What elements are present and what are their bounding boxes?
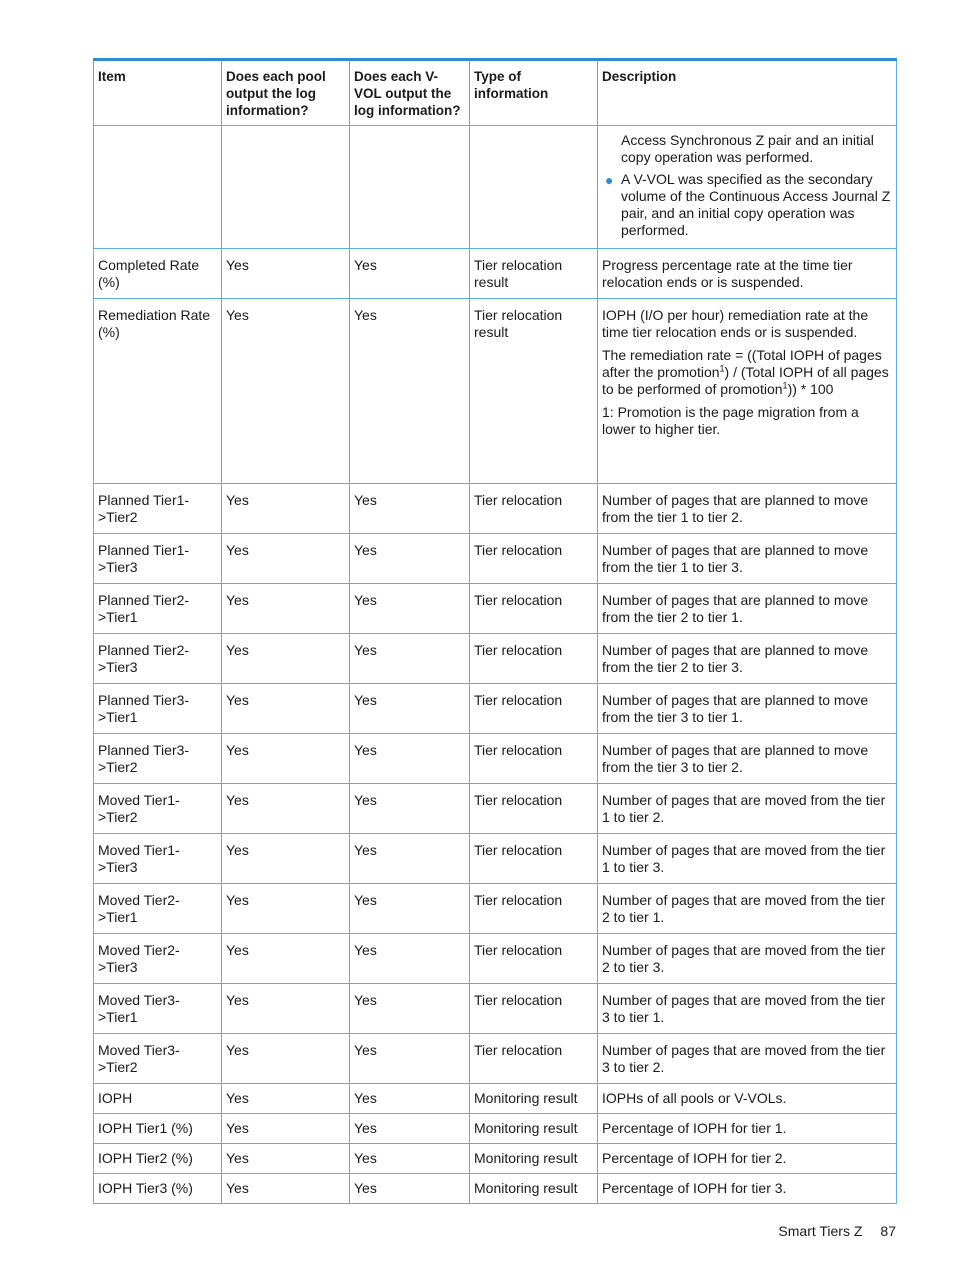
cell-pool: Yes — [222, 884, 350, 934]
cell-description: Number of pages that are planned to move from the tier 3 to tier 2. — [598, 734, 897, 784]
cell-item: IOPH — [94, 1084, 222, 1114]
page-footer — [778, 1223, 896, 1239]
cell-item: Planned Tier1->Tier2 — [94, 484, 222, 534]
cell-item: Planned Tier2->Tier3 — [94, 634, 222, 684]
cell-type: Monitoring result — [470, 1084, 598, 1114]
cell-item: Remediation Rate (%) — [94, 299, 222, 484]
cell-item: Moved Tier1->Tier2 — [94, 784, 222, 834]
cell-vvol: Yes — [350, 1084, 470, 1114]
cell-pool: Yes — [222, 249, 350, 299]
cell-type: Monitoring result — [470, 1144, 598, 1174]
cell-vvol: Yes — [350, 1144, 470, 1174]
table-row — [94, 734, 897, 784]
header-row — [94, 60, 897, 126]
page-number: 87 — [880, 1223, 896, 1239]
cell-pool: Yes — [222, 1144, 350, 1174]
cell-vvol: Yes — [350, 1034, 470, 1084]
cell-type: Tier relocation — [470, 534, 598, 584]
table-row-remediation-rate — [94, 299, 897, 484]
cell-vvol: Yes — [350, 1174, 470, 1204]
table-row — [94, 1144, 897, 1174]
cell-vvol: Yes — [350, 584, 470, 634]
remediation-footnote: 1: Promotion is the page migration from a lower to higher tier. — [602, 404, 859, 437]
cell-description: Percentage of IOPH for tier 2. — [598, 1144, 897, 1174]
bullet-item — [602, 132, 892, 166]
table-row-continuation — [94, 126, 897, 249]
cell-description: Number of pages that are planned to move from the tier 2 to tier 3. — [598, 634, 897, 684]
cell-item: Moved Tier1->Tier3 — [94, 834, 222, 884]
table-row — [94, 584, 897, 634]
cell-type: Tier relocation — [470, 1034, 598, 1084]
cell-description: Number of pages that are planned to move from the tier 1 to tier 3. — [598, 534, 897, 584]
cell-item: Moved Tier2->Tier1 — [94, 884, 222, 934]
cell-pool: Yes — [222, 834, 350, 884]
cell-vvol: Yes — [350, 834, 470, 884]
cell-item: IOPH Tier1 (%) — [94, 1114, 222, 1144]
cell-description: Number of pages that are moved from the tier 2 to tier 3. — [598, 934, 897, 984]
cell-item: Planned Tier3->Tier2 — [94, 734, 222, 784]
cell-type: Tier relocation result — [470, 299, 598, 484]
cell-type: Tier relocation — [470, 484, 598, 534]
footer-section-title: Smart Tiers Z — [778, 1223, 863, 1239]
bullet-item — [602, 171, 892, 239]
footnote-ref: 1 — [719, 363, 725, 374]
cell-vvol: Yes — [350, 534, 470, 584]
table-row — [94, 534, 897, 584]
cell-vvol: Yes — [350, 249, 470, 299]
cell-item: Moved Tier3->Tier2 — [94, 1034, 222, 1084]
cell-type: Tier relocation — [470, 784, 598, 834]
continuation-bullet-list — [602, 132, 892, 239]
cell-type: Tier relocation result — [470, 249, 598, 299]
table-row — [94, 784, 897, 834]
cell-vvol — [350, 126, 470, 249]
cell-pool: Yes — [222, 584, 350, 634]
cell-description: Number of pages that are moved from the tier 1 to tier 3. — [598, 834, 897, 884]
cell-pool: Yes — [222, 1084, 350, 1114]
cell-vvol: Yes — [350, 684, 470, 734]
cell-description — [598, 126, 897, 249]
cell-description: Number of pages that are planned to move from the tier 3 to tier 1. — [598, 684, 897, 734]
cell-description: Number of pages that are moved from the tier 1 to tier 2. — [598, 784, 897, 834]
table-row — [94, 1114, 897, 1144]
cell-type: Monitoring result — [470, 1174, 598, 1204]
table-row-completed-rate — [94, 249, 897, 299]
cell-pool: Yes — [222, 734, 350, 784]
cell-type: Tier relocation — [470, 734, 598, 784]
table-row — [94, 484, 897, 534]
cell-description: Percentage of IOPH for tier 3. — [598, 1174, 897, 1204]
cell-description: Number of pages that are moved from the tier 2 to tier 1. — [598, 884, 897, 934]
cell-pool: Yes — [222, 934, 350, 984]
bullet-icon: ● — [605, 172, 614, 188]
cell-pool: Yes — [222, 1114, 350, 1144]
cell-item: Planned Tier3->Tier1 — [94, 684, 222, 734]
cell-vvol: Yes — [350, 934, 470, 984]
bullet-text: Access Synchronous Z pair and an initial copy operation was performed. — [621, 132, 874, 165]
cell-item: Completed Rate (%) — [94, 249, 222, 299]
cell-pool: Yes — [222, 299, 350, 484]
cell-pool: Yes — [222, 634, 350, 684]
cell-item: Planned Tier1->Tier3 — [94, 534, 222, 584]
cell-pool: Yes — [222, 784, 350, 834]
table-row — [94, 634, 897, 684]
cell-type: Tier relocation — [470, 634, 598, 684]
cell-item: IOPH Tier2 (%) — [94, 1144, 222, 1174]
cell-pool — [222, 126, 350, 249]
table-row — [94, 884, 897, 934]
cell-item: IOPH Tier3 (%) — [94, 1174, 222, 1204]
remediation-formula — [602, 347, 892, 398]
formula-part: ) / (Total IOPH of all pages to be performed of promotion — [602, 364, 889, 397]
header-vvol-output: Does each V-VOL output the log information? — [350, 60, 470, 126]
cell-description: Number of pages that are planned to move from the tier 1 to tier 2. — [598, 484, 897, 534]
cell-type: Tier relocation — [470, 584, 598, 634]
cell-vvol: Yes — [350, 784, 470, 834]
cell-type: Tier relocation — [470, 934, 598, 984]
cell-type: Tier relocation — [470, 834, 598, 884]
footnote-ref: 1 — [782, 380, 788, 391]
header-item: Item — [94, 60, 222, 126]
cell-vvol: Yes — [350, 1114, 470, 1144]
cell-item: Moved Tier3->Tier1 — [94, 984, 222, 1034]
table-header — [94, 60, 897, 126]
table-row — [94, 1034, 897, 1084]
cell-description: Progress percentage rate at the time tier relocation ends or is suspended. — [598, 249, 897, 299]
table-row — [94, 984, 897, 1034]
cell-vvol: Yes — [350, 884, 470, 934]
cell-type — [470, 126, 598, 249]
cell-type: Monitoring result — [470, 1114, 598, 1144]
cell-description: IOPHs of all pools or V-VOLs. — [598, 1084, 897, 1114]
cell-pool: Yes — [222, 984, 350, 1034]
cell-description: Number of pages that are moved from the tier 3 to tier 2. — [598, 1034, 897, 1084]
cell-pool: Yes — [222, 1174, 350, 1204]
cell-description: Percentage of IOPH for tier 1. — [598, 1114, 897, 1144]
log-information-table — [93, 58, 897, 1204]
remediation-definition: IOPH (I/O per hour) remediation rate at the time tier relocation ends or is suspended. — [602, 307, 869, 340]
table-row — [94, 1174, 897, 1204]
cell-description: Number of pages that are planned to move from the tier 2 to tier 1. — [598, 584, 897, 634]
table-row — [94, 934, 897, 984]
cell-item: Moved Tier2->Tier3 — [94, 934, 222, 984]
cell-vvol: Yes — [350, 634, 470, 684]
cell-description — [598, 299, 897, 484]
cell-pool: Yes — [222, 684, 350, 734]
header-type-of-information: Type of information — [470, 60, 598, 126]
formula-part: The remediation rate = ((Total IOPH of pages after the promotion — [602, 347, 882, 380]
cell-vvol: Yes — [350, 984, 470, 1034]
header-pool-output: Does each pool output the log information? — [222, 60, 350, 126]
cell-item — [94, 126, 222, 249]
table-row — [94, 1084, 897, 1114]
table-body — [94, 126, 897, 1204]
bullet-text: A V-VOL was specified as the secondary volume of the Continuous Access Journal Z pair, and an initial copy operation was performed. — [621, 171, 891, 238]
cell-pool: Yes — [222, 534, 350, 584]
cell-item: Planned Tier2->Tier1 — [94, 584, 222, 634]
cell-vvol: Yes — [350, 484, 470, 534]
cell-vvol: Yes — [350, 299, 470, 484]
cell-vvol: Yes — [350, 734, 470, 784]
cell-type: Tier relocation — [470, 684, 598, 734]
cell-pool: Yes — [222, 1034, 350, 1084]
cell-pool: Yes — [222, 484, 350, 534]
cell-type: Tier relocation — [470, 884, 598, 934]
table-row — [94, 834, 897, 884]
cell-type: Tier relocation — [470, 984, 598, 1034]
cell-description: Number of pages that are moved from the tier 3 to tier 1. — [598, 984, 897, 1034]
formula-part: )) * 100 — [787, 381, 834, 397]
table-row — [94, 684, 897, 734]
header-description: Description — [598, 60, 897, 126]
